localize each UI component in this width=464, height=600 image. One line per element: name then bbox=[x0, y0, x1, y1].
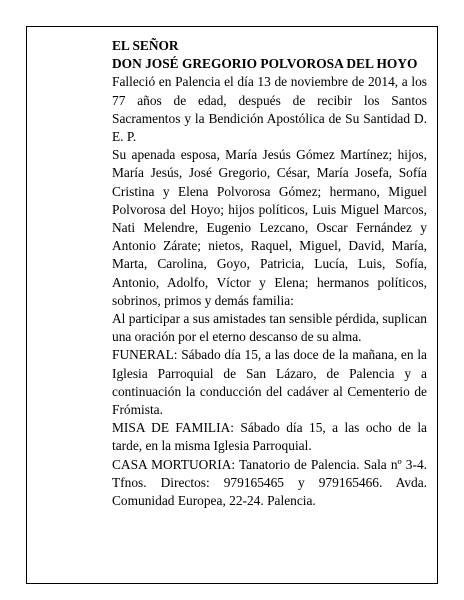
prayer-request: Al participar a sus amistades tan sensible pérdida, suplican una oración por el eterno descanso de su alma. bbox=[112, 311, 427, 345]
family-list: Su apenada esposa, María Jesús Gómez Martínez; hijos, María Jesús, José Gregorio, César, María Josefa, Sofía Cristina y Elena Polvorosa Gómez; hermano, Miguel Polvorosa del Hoyo; hijos políticos, Luis Miguel Marcos, Nati Melendre, Eugenio Lezcano, Oscar Fernández y Antonio Zárate; nietos, Raquel, Miguel, David, María, Marta, Carolina, Goyo, Patricia, Lucía, Luis, Sofía, Antonio, Adolfo, Víctor y Elena; hermanos políticos, sobrinos, primos y demás familia: bbox=[112, 147, 427, 308]
notice-content bbox=[112, 37, 427, 510]
family-mass-info: MISA DE FAMILIA: Sábado día 15, a las ocho de la tarde, en la misma Iglesia Parroquial. bbox=[112, 420, 427, 454]
funeral-info: FUNERAL: Sábado día 15, a las doce de la mañana, en la Iglesia Parroquial de San Lázaro, de Palencia y a continuación la conducción del cadáver al Cementerio de Frómista. bbox=[112, 347, 427, 418]
heading-title: EL SEÑOR bbox=[112, 38, 179, 53]
death-announcement: Falleció en Palencia el día 13 de noviembre de 2014, a los 77 años de edad, después de recibir los Santos Sacramentos y la Bendición Apostólica de Su Santidad D. E. P. bbox=[112, 74, 427, 145]
obituary-notice bbox=[26, 26, 438, 584]
funeral-home-info: CASA MORTUORIA: Tanatorio de Palencia. Sala nº 3-4. Tfnos. Directos: 979165465 y 979165466. Avda. Comunidad Europea, 22-24. Palencia. bbox=[112, 456, 427, 509]
deceased-name: DON JOSÉ GREGORIO POLVOROSA DEL HOYO bbox=[112, 56, 418, 72]
